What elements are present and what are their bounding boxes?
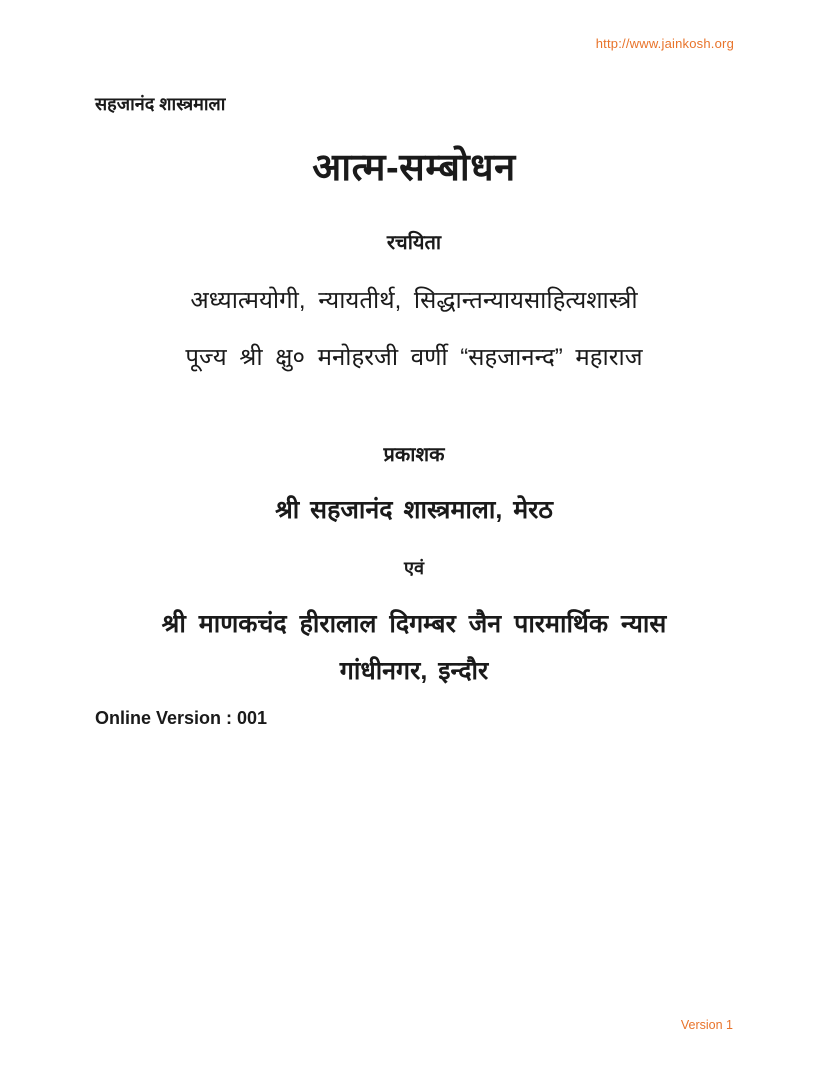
- footer-version-label: Version 1: [680, 1018, 733, 1032]
- publisher-section-heading: प्रकाशक: [383, 444, 445, 466]
- publisher-conjunction: एवं: [404, 558, 424, 578]
- author-section-heading: रचयिता: [386, 232, 442, 254]
- online-version-label: Online Version : 001: [95, 708, 268, 728]
- author-name: पूज्य श्री क्षु० मनोहरजी वर्णी “सहजानन्द” महाराज: [185, 344, 643, 371]
- book-title: आत्म-सम्बोधन: [312, 147, 516, 189]
- publisher-secondary: श्री माणकचंद हीरालाल दिगम्बर जैन पारमार्थिक न्यास: [161, 610, 667, 638]
- publisher-primary: श्री सहजानंद शास्त्रमाला, मेरठ: [275, 496, 553, 524]
- series-label: सहजानंद शास्त्रमाला: [95, 94, 226, 114]
- site-url-link[interactable]: http://www.jainkosh.org: [595, 36, 734, 51]
- author-credentials: अध्यात्मयोगी, न्यायतीर्थ, सिद्धान्तन्यायसाहित्यशास्त्री: [190, 287, 638, 314]
- publisher-secondary-city: गांधीनगर, इन्दौर: [339, 657, 489, 685]
